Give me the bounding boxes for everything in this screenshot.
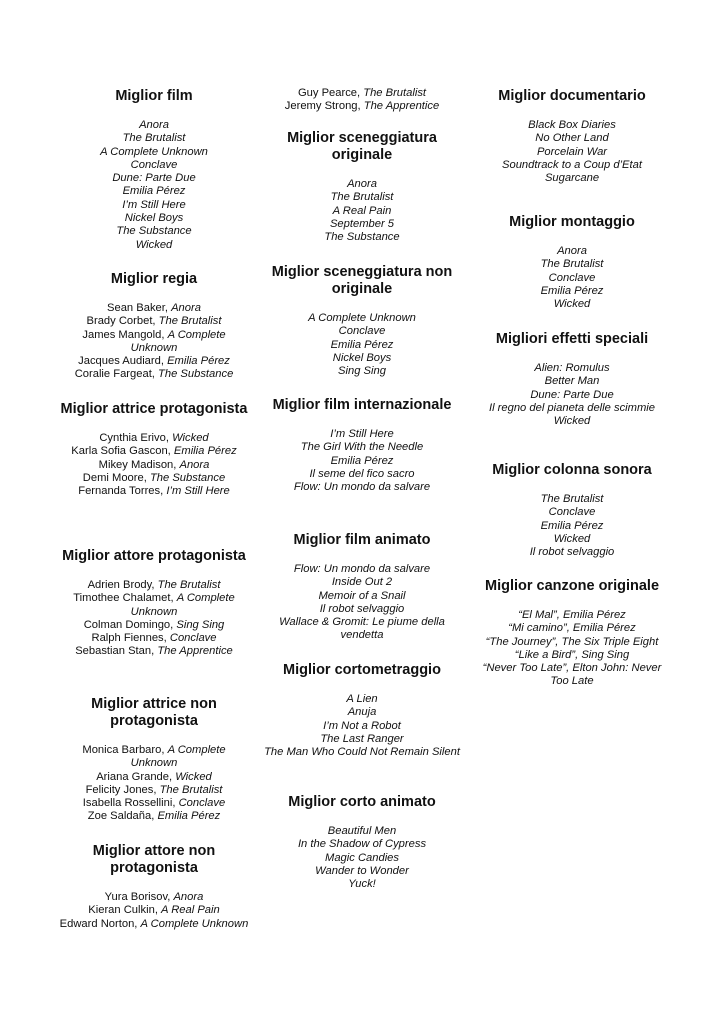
- nominee: Il robot selvaggio: [319, 602, 405, 615]
- nominee-film: Sing Sing: [176, 618, 225, 631]
- category-continuation: [263, 87, 461, 114]
- nominee: [59, 368, 249, 381]
- category-live-action-short: [263, 662, 461, 759]
- nominee: The Substance: [116, 225, 192, 238]
- nominee-list: [59, 432, 249, 498]
- nominee-name: Fernanda Torres,: [78, 485, 167, 498]
- nominee: Conclave: [338, 325, 386, 338]
- nominee: Beautiful Men: [327, 825, 397, 837]
- nominee: Emilia Pérez: [122, 185, 186, 198]
- nominee-list: [474, 119, 670, 185]
- nominee: [59, 579, 249, 592]
- nominee: Emilia Pérez: [540, 519, 604, 532]
- nominee: Conclave: [130, 158, 178, 171]
- category-title: Miglior corto animato: [288, 794, 436, 810]
- nominee-film: The Substance: [149, 471, 226, 484]
- nominee-film: The Brutalist: [158, 315, 222, 328]
- nominee: [59, 744, 249, 771]
- nominee-film: The Apprentice: [157, 645, 233, 658]
- nominee: A Lien: [346, 693, 378, 705]
- nominee: Sugarcane: [544, 172, 600, 185]
- nominee-list: [59, 891, 249, 931]
- nominee: Anora: [139, 119, 169, 131]
- nominee: In the Shadow of Cypress: [297, 838, 427, 851]
- category-original-song: [474, 578, 670, 689]
- category-animated-feature: [263, 532, 461, 643]
- nominee: Nickel Boys: [124, 212, 184, 225]
- category-title: Miglior canzone originale: [484, 578, 660, 594]
- song-title: “Like a Bird”,: [514, 648, 582, 661]
- nominee-film: The Substance: [158, 368, 234, 381]
- nominee: Il regno del pianeta delle scimmie: [488, 401, 656, 414]
- nominee-list: [263, 312, 461, 378]
- nominee-film: The Brutalist: [157, 579, 221, 591]
- category-original-screenplay: [263, 130, 461, 244]
- nominee: A Complete Unknown: [100, 145, 208, 158]
- nominee-name: Edward Norton,: [59, 917, 141, 930]
- nominee-name: Brady Corbet,: [86, 315, 159, 328]
- nominee: Memoir of a Snail: [318, 589, 406, 602]
- nominee: [59, 810, 249, 823]
- nominee-list: [263, 178, 461, 244]
- song-title: “Never Too Late”,: [482, 662, 573, 675]
- nominee-film: Anora: [179, 458, 210, 471]
- nominee-name: Demi Moore,: [82, 471, 150, 484]
- category-international-film: [263, 397, 461, 494]
- nominee: No Other Land: [535, 132, 609, 145]
- nominee: [59, 784, 249, 797]
- nominee-name: Karla Sofia Gascon,: [71, 445, 174, 458]
- category-title: Miglior documentario: [498, 88, 646, 104]
- nominee: Il robot selvaggio: [529, 546, 615, 559]
- category-best-supporting-actress: [59, 696, 249, 824]
- nominee: [474, 609, 670, 622]
- nominee-film: Anora: [171, 302, 201, 314]
- nominee: Magic Candies: [325, 851, 399, 864]
- nominee: Sing Sing: [338, 365, 386, 378]
- nominee: Wander to Wonder: [315, 864, 409, 877]
- nominee: [474, 622, 670, 635]
- nominee-list: [474, 493, 670, 559]
- nominee: [59, 445, 249, 458]
- category-title: Miglior colonna sonora: [492, 462, 652, 478]
- nominee: Anuja: [347, 706, 377, 719]
- nominee: Conclave: [548, 506, 596, 519]
- nominee: [263, 100, 461, 113]
- nominee: [59, 619, 249, 632]
- nominee-film: Sing Sing: [581, 648, 630, 661]
- category-best-picture: [59, 88, 249, 252]
- nominee: [59, 329, 249, 356]
- nominee-film: Emilia Pérez: [572, 622, 636, 635]
- nominee: Wallace & Gromit: Le piume della vendetta: [279, 616, 445, 642]
- nominee-film: A Real Pain: [161, 904, 220, 917]
- nominee-film: Elton John: Never Too Late: [550, 662, 662, 688]
- nominee: [59, 432, 249, 445]
- nominee-name: Zoe Saldaña,: [87, 810, 158, 823]
- nominee-film: A Complete Unknown: [130, 744, 226, 770]
- nominee: [263, 87, 461, 100]
- category-film-editing: [474, 214, 670, 311]
- nominee-list: [59, 744, 249, 824]
- nominee: Anora: [347, 178, 377, 190]
- category-documentary: [474, 88, 670, 185]
- nominee: Inside Out 2: [331, 576, 393, 589]
- nominee-film: Wicked: [172, 432, 209, 444]
- nominee: Il seme del fico sacro: [309, 467, 415, 480]
- nominee: Black Box Diaries: [528, 119, 616, 131]
- nominee: A Real Pain: [332, 204, 392, 217]
- nominee: Yuck!: [348, 878, 376, 891]
- category-animated-short: [263, 794, 461, 891]
- nominee-film: The Brutalist: [159, 783, 223, 796]
- nominee-list: [474, 245, 670, 311]
- nominee: Better Man: [544, 375, 600, 388]
- nominee: [59, 355, 249, 368]
- nominee: [59, 645, 249, 658]
- nominee-film: Emilia Pérez: [157, 810, 221, 823]
- nominee-film: Conclave: [178, 797, 226, 810]
- nominee: The Brutalist: [330, 191, 394, 204]
- nominee: [474, 649, 670, 662]
- nominee-film: A Complete Unknown: [140, 917, 249, 930]
- nominee-film: The Six Triple Eight: [561, 635, 659, 648]
- nominee-name: James Mangold,: [82, 328, 168, 341]
- nominee: The Brutalist: [540, 493, 604, 505]
- nominee: Wicked: [553, 298, 591, 311]
- nominee-film: Emilia Pérez: [173, 445, 237, 458]
- nominee: The Girl With the Needle: [300, 441, 424, 454]
- song-title: “The Journey”,: [485, 635, 562, 648]
- nominee: Porcelain War: [536, 145, 608, 158]
- nominee: [59, 797, 249, 810]
- nominee: [59, 315, 249, 328]
- nominee-film: Emilia Pérez: [167, 355, 230, 368]
- category-best-director: [59, 271, 249, 382]
- nominee: The Brutalist: [540, 258, 604, 271]
- nominee-film: Anora: [173, 891, 204, 903]
- nominee: Dune: Parte Due: [530, 388, 614, 401]
- nominee-list: [474, 609, 670, 689]
- nominee: The Brutalist: [122, 132, 186, 145]
- nominee: Wicked: [553, 532, 591, 545]
- nominee-film: Wicked: [175, 770, 212, 783]
- nominee: Emilia Pérez: [330, 454, 394, 467]
- nominee: [474, 662, 670, 689]
- nominee-list: [59, 579, 249, 659]
- nominee: Alien: Romulus: [534, 362, 610, 374]
- nominee: Wicked: [135, 238, 173, 251]
- nominee: The Last Ranger: [320, 732, 404, 745]
- category-title: Miglior attore non protagonista: [92, 843, 216, 876]
- category-title: Miglior sceneggiatura non originale: [271, 264, 453, 297]
- nominee: I’m Not a Robot: [323, 719, 401, 732]
- nominee: [59, 918, 249, 931]
- nominee-film: The Brutalist: [363, 87, 427, 99]
- nominee: [59, 302, 249, 315]
- nominee: Anora: [557, 245, 587, 257]
- nominee: The Man Who Could Not Remain Silent: [264, 746, 460, 759]
- nominee-name: Timothee Chalamet,: [73, 592, 177, 605]
- category-title: Miglior film animato: [293, 532, 431, 548]
- nominee: [59, 472, 249, 485]
- category-title: Miglior film internazionale: [272, 397, 452, 413]
- nominee-name: Sebastian Stan,: [75, 645, 158, 658]
- nominee-name: Jeremy Strong,: [284, 100, 364, 113]
- category-title: Miglior sceneggiatura originale: [287, 130, 437, 163]
- nominee-name: Yura Borisov,: [104, 891, 174, 903]
- nominee-name: Felicity Jones,: [85, 783, 160, 796]
- category-title: Miglior cortometraggio: [283, 662, 441, 678]
- nominee-film: I’m Still Here: [166, 485, 230, 498]
- nominee-name: Cynthia Erivo,: [99, 432, 173, 444]
- category-title: Miglior attore protagonista: [62, 548, 246, 564]
- nominee-name: Isabella Rossellini,: [82, 797, 179, 810]
- nominee: [59, 632, 249, 645]
- category-title: Miglior montaggio: [509, 214, 635, 230]
- category-best-supporting-actor: [59, 843, 249, 931]
- category-visual-effects: [474, 331, 670, 428]
- category-original-score: [474, 462, 670, 559]
- nominee: I’m Still Here: [122, 198, 186, 211]
- nominee-list: [263, 825, 461, 891]
- nominee: September 5: [329, 217, 395, 230]
- nominee: [59, 485, 249, 498]
- nominee: [59, 459, 249, 472]
- nominee-list: [474, 362, 670, 428]
- nominee-list: [263, 428, 461, 494]
- nominee-name: Monica Barbaro,: [82, 744, 168, 756]
- nominee: Wicked: [553, 415, 591, 428]
- nominee-name: Adrien Brody,: [87, 579, 158, 591]
- category-best-actress: [59, 401, 249, 498]
- nominee-list: [59, 119, 249, 252]
- nominee: Flow: Un mondo da salvare: [293, 563, 431, 575]
- nominee: [59, 904, 249, 917]
- nominee-film: Conclave: [169, 632, 217, 645]
- nominee: Conclave: [548, 271, 596, 284]
- nominee: I’m Still Here: [330, 428, 394, 440]
- nominee-film: A Complete Unknown: [130, 328, 226, 354]
- category-title: Miglior attrice non protagonista: [91, 696, 217, 729]
- nominee-name: Colman Domingo,: [83, 618, 177, 631]
- nominee: Soundtrack to a Coup d’Etat: [502, 158, 642, 171]
- nominee-name: Sean Baker,: [107, 302, 172, 314]
- nominee: Emilia Pérez: [330, 338, 394, 351]
- nominee-name: Ralph Fiennes,: [91, 632, 170, 645]
- nominee-list: [263, 563, 461, 643]
- nominee: A Complete Unknown: [308, 312, 416, 324]
- nominee-film: A Complete Unknown: [130, 592, 235, 618]
- category-adapted-screenplay: [263, 264, 461, 378]
- nominee: Emilia Pérez: [540, 284, 604, 297]
- nominee-list: [263, 693, 461, 759]
- nominee-name: Kieran Culkin,: [88, 904, 162, 917]
- song-title: “Mi camino”,: [508, 622, 573, 635]
- nominee: Nickel Boys: [332, 351, 392, 364]
- nominee: [474, 636, 670, 649]
- category-title: Miglior attrice protagonista: [60, 401, 248, 417]
- category-best-actor: [59, 548, 249, 659]
- nominee-name: Ariana Grande,: [96, 770, 176, 783]
- nominee-name: Jacques Audiard,: [78, 355, 168, 368]
- category-title: Migliori effetti speciali: [495, 331, 649, 347]
- song-title: “El Mal”,: [518, 609, 563, 621]
- nominee: Dune: Parte Due: [112, 172, 196, 185]
- nominee-name: Mikey Madison,: [98, 458, 180, 471]
- nominee-name: Guy Pearce,: [297, 87, 364, 99]
- nominee-name: Coralie Fargeat,: [74, 368, 159, 381]
- nominee: [59, 891, 249, 904]
- nominee-list: [59, 302, 249, 382]
- nominee: [59, 592, 249, 619]
- nominee-film: Emilia Pérez: [562, 609, 626, 621]
- nominee-film: The Apprentice: [363, 100, 440, 113]
- nominee: Flow: Un mondo da salvare: [293, 481, 431, 494]
- nominee: The Substance: [324, 231, 400, 244]
- category-title: Miglior film: [115, 88, 193, 104]
- nominee: [59, 771, 249, 784]
- category-title: Miglior regia: [110, 271, 198, 287]
- nominee-list: [263, 87, 461, 114]
